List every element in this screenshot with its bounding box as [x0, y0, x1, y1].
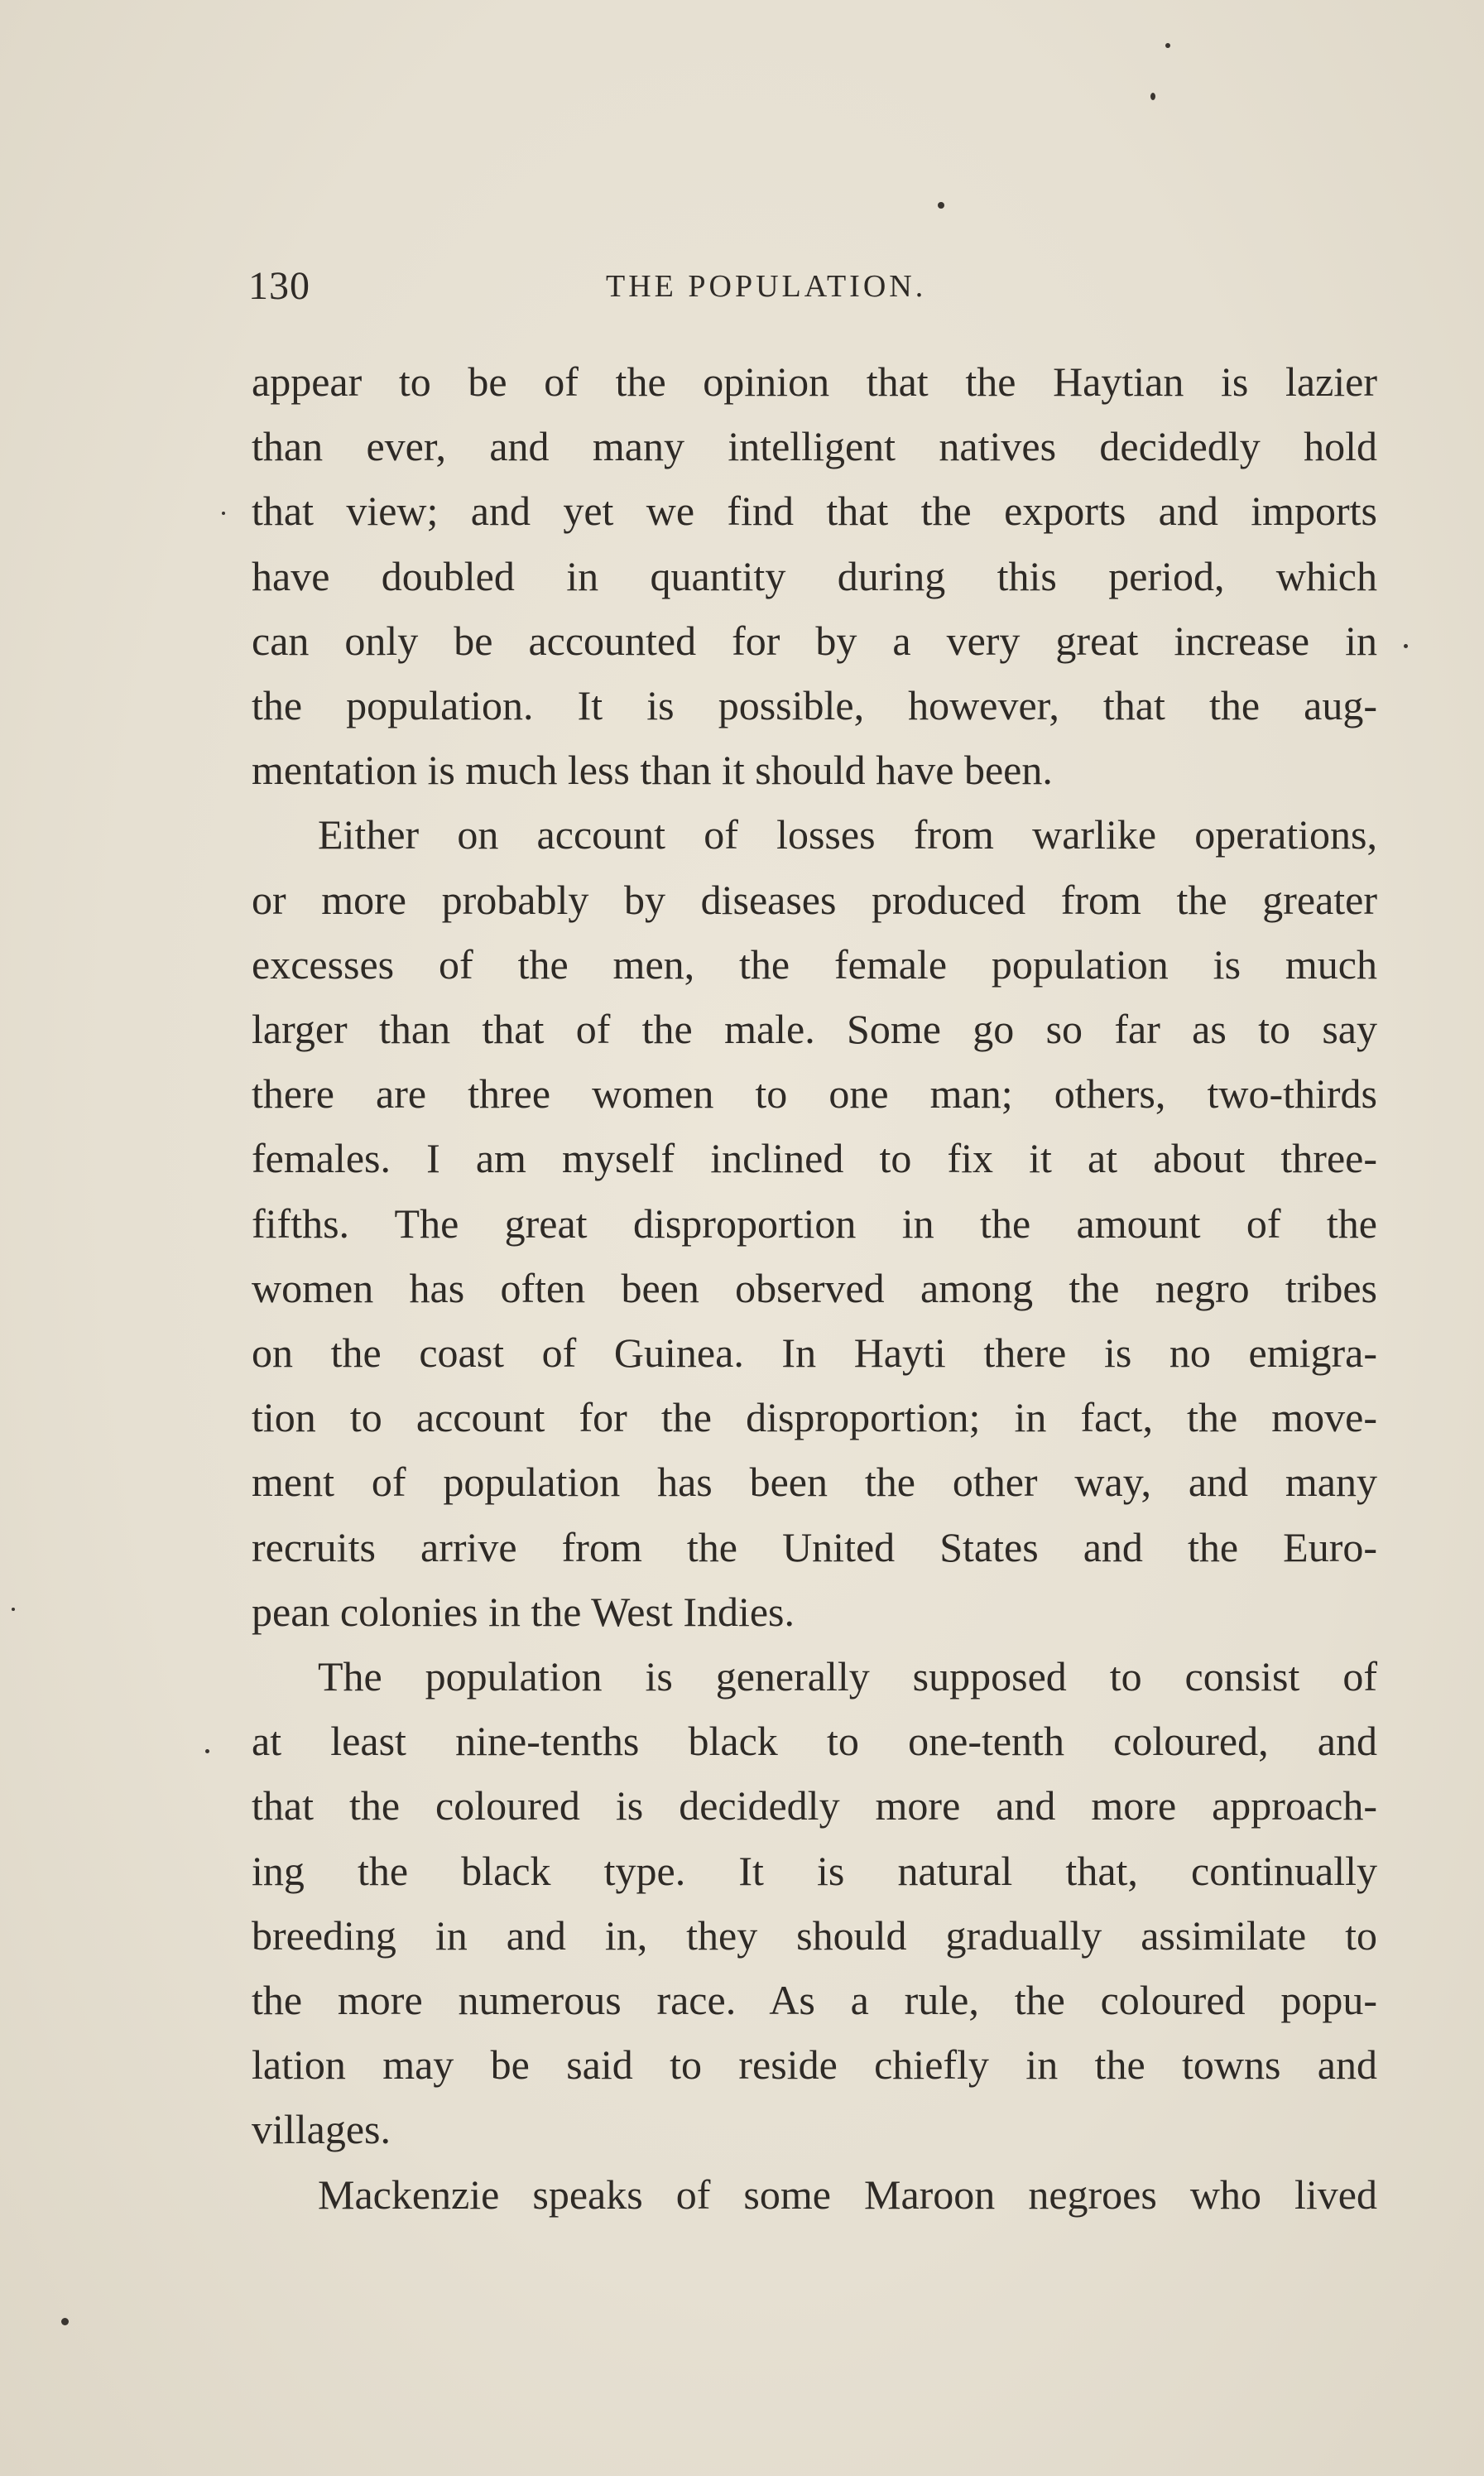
- text-line: tion to account for the disproportion; in fact, the move-: [252, 1394, 1377, 1441]
- text-line: appear to be of the opinion that the Haytian is lazier: [252, 358, 1377, 405]
- text-line: villages.: [252, 2106, 391, 2153]
- text-line: ment of population has been the other way, and many: [252, 1459, 1377, 1506]
- ink-speck: [1404, 644, 1408, 648]
- running-head: THE POPULATION.: [606, 269, 927, 304]
- text-line: lation may be said to reside chiefly in the towns and: [252, 2041, 1377, 2089]
- paragraph-start: Mackenzie speaks of some Maroon negroes who lived: [318, 2171, 1377, 2218]
- ink-speck: [222, 512, 225, 515]
- paragraph-start: Either on account of losses from warlike operations,: [318, 811, 1377, 858]
- text-line: pean colonies in the West Indies.: [252, 1588, 795, 1635]
- text-line: breeding in and in, they should gradually assimilate to: [252, 1911, 1377, 1959]
- text-line: than ever, and many intelligent natives decidedly hold: [252, 423, 1377, 470]
- ink-speck: [12, 1608, 15, 1611]
- page-number: 130: [248, 264, 310, 308]
- text-line: at least nine-tenths black to one-tenth coloured, and: [252, 1718, 1377, 1765]
- ink-speck: [61, 2318, 69, 2325]
- text-line: that the coloured is decidedly more and more approach-: [252, 1782, 1377, 1829]
- text-line: fifths. The great disproportion in the amount of the: [252, 1200, 1377, 1247]
- text-line: or more probably by diseases produced from the greater: [252, 876, 1377, 923]
- body-text: [252, 349, 1377, 2227]
- ink-speck: [1150, 93, 1155, 100]
- text-line: the more numerous race. As a rule, the coloured popu-: [252, 1977, 1377, 2024]
- text-line: females. I am myself inclined to fix it at about three-: [252, 1135, 1377, 1182]
- text-line: larger than that of the male. Some go so far as to say: [252, 1006, 1377, 1053]
- ink-speck: [1165, 43, 1170, 48]
- text-line: mentation is much less than it should have been.: [252, 747, 1053, 794]
- text-line: recruits arrive from the United States and the Euro-: [252, 1523, 1377, 1570]
- text-line: can only be accounted for by a very great increase in: [252, 617, 1377, 664]
- text-line: excesses of the men, the female population is much: [252, 940, 1377, 988]
- ink-speck: [938, 202, 944, 209]
- paragraph-start: The population is generally supposed to consist of: [318, 1653, 1377, 1700]
- text-line: the population. It is possible, however, that the aug-: [252, 682, 1377, 729]
- text-line: there are three women to one man; others, two-thirds: [252, 1070, 1377, 1118]
- text-line: on the coast of Guinea. In Hayti there is no emigra-: [252, 1329, 1377, 1377]
- text-line: ing the black type. It is natural that, continually: [252, 1847, 1377, 1894]
- text-line: that view; and yet we find that the exports and imports: [252, 488, 1377, 535]
- text-line: women has often been observed among the negro tribes: [252, 1264, 1377, 1311]
- page-header: [248, 263, 1390, 313]
- text-line: have doubled in quantity during this period, which: [252, 552, 1377, 599]
- ink-speck: [205, 1749, 209, 1753]
